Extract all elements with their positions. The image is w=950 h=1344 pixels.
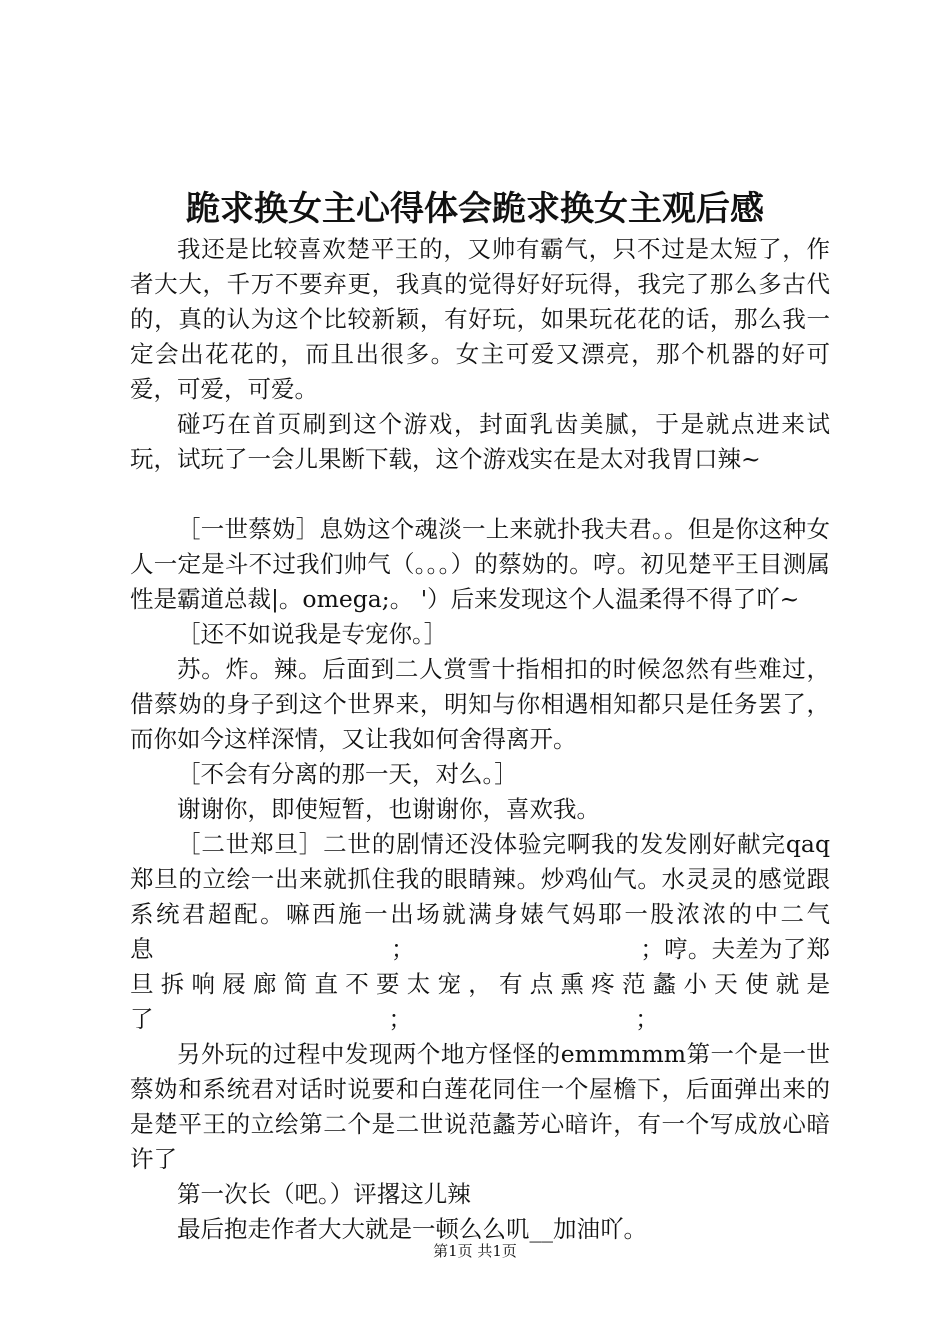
document-title: 跪求换女主心得体会跪求换女主观后感 [186, 189, 764, 229]
paragraph: ［不会有分离的那一天，对么。］ [177, 760, 518, 788]
paragraph: 碰巧在首页刷到这个游戏，封面乳齿美腻，于是就点进来试玩，试玩了一会儿果断下载，这个游戏实在是太对我胃口辣~ [130, 410, 830, 473]
paragraph: ［二世郑旦］二世的剧情还没体验完啊我的发发刚好献完qaq郑旦的立绘一出来就抓住我的眼睛辣。炒鸡仙气。水灵灵的感觉跟系统君超配。嘛西施一出场就满身婊气妈耶一股浓浓的中二气息 ； ；哼。夫差为了郑旦拆响屐廊简直不要太宠，有点熏疼范蠡小天使就是了 ； ； [130, 830, 830, 1033]
paragraph: ［一世蔡妫］息妫这个魂淡一上来就扑我夫君。。但是你这种女人一定是斗不过我们帅气（。。。）的蔡妫的。哼。初见楚平王目测属性是霸道总裁|。omega;。 '）后来发现这个人温柔得不得了吖~ [130, 515, 830, 613]
paragraph: 谢谢你，即使短暂，也谢谢你，喜欢我。 [177, 795, 600, 823]
paragraph: 最后抱走作者大大就是一顿么么叽__加油吖。 [177, 1215, 647, 1243]
paragraph: 苏。炸。辣。后面到二人赏雪十指相扣的时候忽然有些难过，借蔡妫的身子到这个世界来，明知与你相遇相知都只是任务罢了，而你如今这样深情，又让我如何舍得离开。 [130, 655, 830, 753]
paragraph: ［还不如说我是专宠你。］ [177, 620, 448, 648]
paragraph: 我还是比较喜欢楚平王的，又帅有霸气，只不过是太短了，作者大大，千万不要弃更，我真的觉得好好玩得，我完了那么多古代的，真的认为这个比较新颖，有好玩，如果玩花花的话，那么我一定会出花花的，而且出很多。女主可爱又漂亮，那个机器的好可爱，可爱，可爱。 [130, 235, 830, 403]
paragraph: 另外玩的过程中发现两个地方怪怪的emmmmm第一个是一世蔡妫和系统君对话时说要和白莲花同住一个屋檐下，后面弹出来的是楚平王的立绘第二个是二世说范蠡芳心暗许，有一个写成放心暗许了 [130, 1040, 830, 1173]
page-footer: 第1页 共1页 [433, 1242, 517, 1260]
blank-line [130, 477, 830, 512]
document-body [130, 232, 830, 1247]
paragraph: 第一次长（吧。）评撂这儿辣 [177, 1180, 471, 1208]
